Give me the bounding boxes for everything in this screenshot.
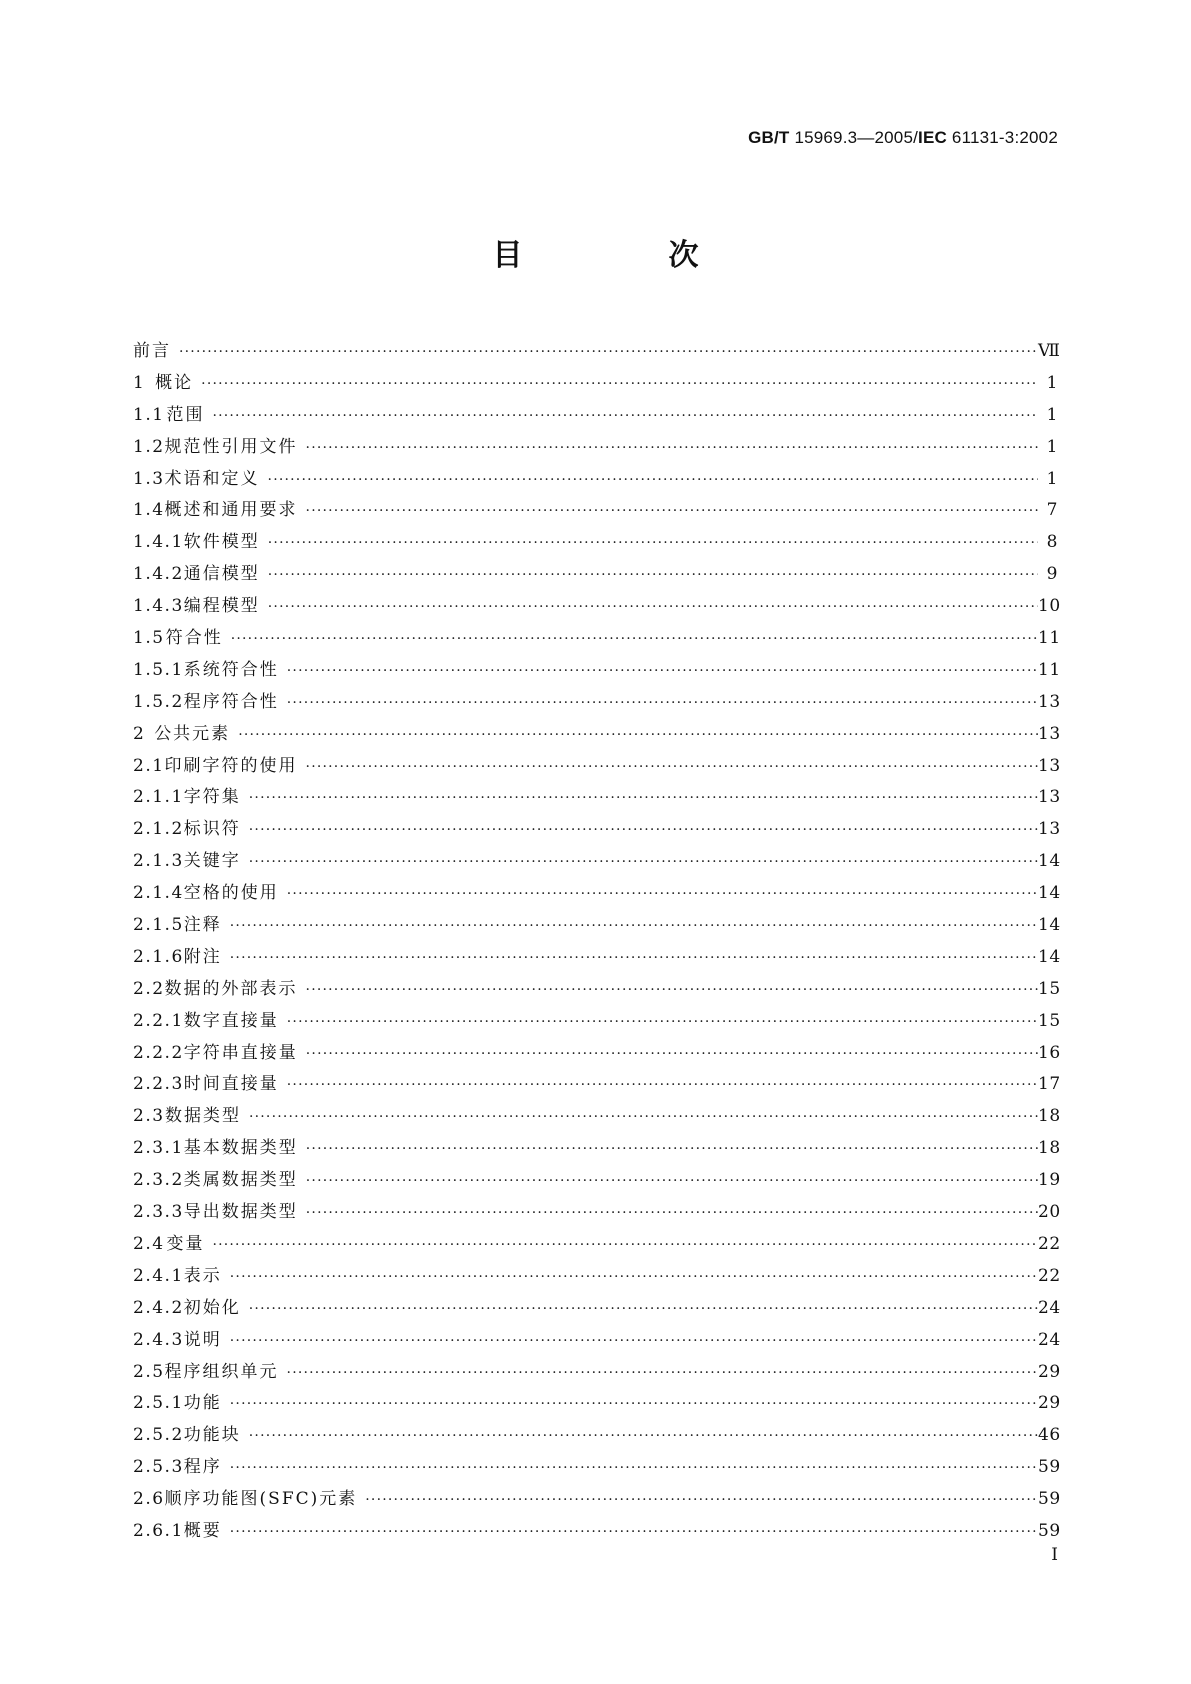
dot-leader bbox=[283, 656, 1038, 688]
toc-entry-page: 15 bbox=[1038, 978, 1061, 999]
toc-entry-page: 59 bbox=[1038, 1520, 1061, 1541]
toc-entry-label: 程序组织单元 bbox=[164, 1361, 279, 1382]
toc-entry-page: 24 bbox=[1038, 1297, 1061, 1318]
toc-entry-number: 2.6.1 bbox=[133, 1520, 184, 1541]
toc-entry[interactable] bbox=[133, 336, 1061, 368]
dot-leader bbox=[302, 1198, 1038, 1230]
dot-leader bbox=[208, 401, 1038, 433]
toc-entry-page: 17 bbox=[1038, 1074, 1061, 1095]
dot-leader bbox=[226, 1389, 1038, 1421]
toc-entry-label: 空格的使用 bbox=[183, 883, 279, 904]
toc-entry-number: 2.2.2 bbox=[133, 1042, 184, 1063]
toc-entry-number: 2.3.2 bbox=[133, 1170, 184, 1191]
toc-entry-page: Ⅶ bbox=[1038, 341, 1061, 361]
toc-entry-number: 1.5.1 bbox=[133, 659, 184, 680]
toc-entry-label: 功能块 bbox=[183, 1425, 241, 1446]
toc-entry-number: 2.2.1 bbox=[133, 1010, 184, 1031]
toc-entry-number: 2.3 bbox=[133, 1106, 165, 1127]
dot-leader bbox=[227, 624, 1038, 656]
dot-leader bbox=[245, 1421, 1038, 1453]
toc-entry-number: 2.1.2 bbox=[133, 819, 184, 840]
dot-leader bbox=[264, 592, 1038, 624]
toc-entry[interactable] bbox=[133, 559, 1058, 591]
toc-entry-label: 初始化 bbox=[183, 1297, 241, 1318]
toc-entry-number: 1.4.1 bbox=[133, 532, 184, 553]
toc-entry-number: 2.5 bbox=[133, 1361, 165, 1382]
toc-entry-label: 编程模型 bbox=[183, 596, 260, 617]
toc-entry[interactable] bbox=[133, 1101, 1061, 1133]
standard-number: 15969.3—2005/ bbox=[794, 128, 919, 147]
iec-prefix: IEC bbox=[918, 128, 947, 147]
toc-entry-page: 14 bbox=[1038, 915, 1061, 936]
dot-leader bbox=[245, 847, 1038, 879]
toc-entry-page: 13 bbox=[1038, 755, 1061, 776]
dot-leader bbox=[302, 1039, 1038, 1071]
toc-entry-page: 11 bbox=[1038, 628, 1061, 649]
toc-entry-page: 13 bbox=[1038, 691, 1061, 712]
dot-leader bbox=[264, 465, 1038, 497]
toc-entry-number: 2.4.3 bbox=[133, 1329, 184, 1350]
dot-leader bbox=[226, 1262, 1038, 1294]
toc-entry-label: 字符串直接量 bbox=[183, 1042, 298, 1063]
toc-entry-number: 2.3.1 bbox=[133, 1138, 184, 1159]
toc-entry-page: 46 bbox=[1038, 1425, 1061, 1446]
toc-entry[interactable] bbox=[133, 878, 1061, 910]
toc-entry[interactable] bbox=[133, 1325, 1061, 1357]
toc-entry[interactable] bbox=[133, 1293, 1061, 1325]
dot-leader bbox=[175, 337, 1038, 369]
toc-entry[interactable] bbox=[133, 400, 1058, 432]
toc-entry-label: 注释 bbox=[183, 915, 222, 936]
toc-entry-label: 概要 bbox=[183, 1520, 222, 1541]
toc-entry-number: 1.1 bbox=[133, 404, 165, 425]
toc-entry-number: 1.4.3 bbox=[133, 596, 184, 617]
dot-leader bbox=[283, 879, 1038, 911]
toc-entry[interactable] bbox=[133, 1261, 1061, 1293]
dot-leader bbox=[264, 528, 1038, 560]
toc-entry-page: 14 bbox=[1038, 851, 1061, 872]
toc-entry-number: 2.2 bbox=[133, 978, 165, 999]
toc-entry-number: 2.1.1 bbox=[133, 787, 184, 808]
dot-leader bbox=[302, 433, 1038, 465]
dot-leader bbox=[361, 1485, 1038, 1517]
toc-entry-number: 1.5 bbox=[133, 628, 165, 649]
toc-entry-label: 术语和定义 bbox=[164, 468, 260, 489]
toc-entry-label: 功能 bbox=[183, 1393, 222, 1414]
dot-leader bbox=[197, 369, 1038, 401]
toc-entry-label: 附注 bbox=[183, 946, 222, 967]
toc-entry[interactable] bbox=[133, 495, 1058, 527]
dot-leader bbox=[302, 975, 1038, 1007]
toc-entry-page: 15 bbox=[1038, 1010, 1061, 1031]
table-of-contents bbox=[133, 336, 1061, 1548]
toc-entry[interactable] bbox=[133, 1006, 1061, 1038]
dot-leader bbox=[302, 752, 1038, 784]
dot-leader bbox=[208, 1230, 1038, 1262]
toc-entry[interactable] bbox=[133, 1484, 1061, 1516]
toc-entry-page: 20 bbox=[1038, 1202, 1061, 1223]
toc-entry-label: 印刷字符的使用 bbox=[164, 755, 298, 776]
toc-entry[interactable] bbox=[133, 623, 1061, 655]
toc-entry[interactable] bbox=[133, 368, 1058, 400]
standard-prefix: GB/T bbox=[748, 128, 790, 147]
toc-entry-number: 2.5.1 bbox=[133, 1393, 184, 1414]
toc-entry-page: 59 bbox=[1038, 1457, 1061, 1478]
toc-entry[interactable] bbox=[133, 464, 1058, 496]
toc-entry-page: 22 bbox=[1038, 1265, 1061, 1286]
toc-entry-number: 2.4 bbox=[133, 1233, 165, 1254]
toc-entry[interactable] bbox=[133, 655, 1061, 687]
toc-entry-number: 1.4.2 bbox=[133, 564, 184, 585]
dot-leader bbox=[245, 1294, 1038, 1326]
toc-entry-label: 软件模型 bbox=[183, 532, 260, 553]
toc-entry[interactable] bbox=[133, 1516, 1061, 1548]
toc-entry[interactable] bbox=[133, 1388, 1061, 1420]
toc-entry[interactable] bbox=[133, 591, 1061, 623]
toc-entry-page: 29 bbox=[1038, 1361, 1061, 1382]
toc-entry-label: 字符集 bbox=[183, 787, 241, 808]
toc-entry[interactable] bbox=[133, 687, 1061, 719]
toc-entry-number: 2.1.5 bbox=[133, 915, 184, 936]
toc-entry[interactable] bbox=[133, 782, 1061, 814]
toc-entry[interactable] bbox=[133, 814, 1061, 846]
toc-entry[interactable] bbox=[133, 432, 1058, 464]
toc-entry-label: 程序 bbox=[183, 1457, 222, 1478]
page-title: 目 次 bbox=[492, 238, 757, 273]
toc-entry-page: 14 bbox=[1038, 883, 1061, 904]
toc-entry-label: 概述和通用要求 bbox=[164, 500, 298, 521]
toc-entry-page: 11 bbox=[1038, 659, 1061, 680]
toc-entry-label: 变量 bbox=[166, 1233, 205, 1254]
toc-entry[interactable] bbox=[133, 1420, 1061, 1452]
toc-entry-number: 1 bbox=[133, 372, 146, 393]
toc-entry-label: 数据类型 bbox=[164, 1106, 241, 1127]
dot-leader bbox=[226, 1517, 1038, 1549]
toc-entry[interactable] bbox=[133, 1197, 1061, 1229]
toc-entry[interactable] bbox=[133, 719, 1061, 751]
dot-leader bbox=[226, 911, 1038, 943]
toc-entry-page: 7 bbox=[1046, 500, 1058, 521]
dot-leader bbox=[226, 1326, 1038, 1358]
toc-entry[interactable] bbox=[133, 1357, 1061, 1389]
toc-entry[interactable] bbox=[133, 1038, 1061, 1070]
toc-entry[interactable] bbox=[133, 751, 1061, 783]
toc-entry-label: 说明 bbox=[183, 1329, 222, 1350]
toc-entry-label: 关键字 bbox=[183, 851, 241, 872]
toc-entry-page: 16 bbox=[1038, 1042, 1061, 1063]
toc-entry-page: 24 bbox=[1038, 1329, 1061, 1350]
toc-entry-page: 9 bbox=[1046, 564, 1058, 585]
toc-entry-number: 2.1.3 bbox=[133, 851, 184, 872]
toc-entry[interactable] bbox=[133, 1133, 1061, 1165]
toc-entry-page: 14 bbox=[1038, 946, 1061, 967]
toc-entry-page: 59 bbox=[1038, 1489, 1061, 1510]
toc-entry-label: 概论 bbox=[155, 372, 194, 393]
toc-entry-number: 2.5.2 bbox=[133, 1425, 184, 1446]
toc-entry-page: 8 bbox=[1046, 532, 1058, 553]
toc-entry-label: 前言 bbox=[133, 341, 171, 361]
toc-entry-number: 2.1.6 bbox=[133, 946, 184, 967]
toc-entry[interactable] bbox=[133, 527, 1058, 559]
toc-entry-number: 1.5.2 bbox=[133, 691, 184, 712]
toc-entry-page: 1 bbox=[1046, 436, 1058, 457]
standard-code bbox=[748, 128, 1058, 148]
toc-entry-number: 2.1 bbox=[133, 755, 165, 776]
toc-entry-page: 22 bbox=[1038, 1233, 1061, 1254]
toc-entry[interactable] bbox=[133, 1165, 1061, 1197]
toc-entry-label: 数据的外部表示 bbox=[164, 978, 298, 999]
toc-entry-page: 1 bbox=[1046, 372, 1058, 393]
dot-leader bbox=[302, 1166, 1038, 1198]
toc-entry-page: 1 bbox=[1046, 404, 1058, 425]
toc-entry[interactable] bbox=[133, 1229, 1061, 1261]
page-folio: I bbox=[1051, 1545, 1058, 1565]
dot-leader bbox=[283, 1007, 1038, 1039]
toc-entry-number: 1.4 bbox=[133, 500, 165, 521]
toc-entry[interactable] bbox=[133, 974, 1061, 1006]
toc-entry-number: 2.4.1 bbox=[133, 1265, 184, 1286]
toc-entry-label: 时间直接量 bbox=[183, 1074, 279, 1095]
toc-entry-label: 符合性 bbox=[165, 628, 223, 649]
toc-entry-label: 表示 bbox=[183, 1265, 222, 1286]
toc-entry-label: 导出数据类型 bbox=[183, 1202, 298, 1223]
toc-entry-label: 类属数据类型 bbox=[183, 1170, 298, 1191]
toc-entry[interactable] bbox=[133, 942, 1061, 974]
toc-entry-number: 1.2 bbox=[133, 436, 165, 457]
toc-entry-number: 2 bbox=[133, 723, 146, 744]
toc-entry-label: 系统符合性 bbox=[183, 659, 279, 680]
toc-entry-page: 19 bbox=[1038, 1170, 1061, 1191]
toc-entry-page: 10 bbox=[1038, 596, 1061, 617]
toc-entry[interactable] bbox=[133, 1069, 1061, 1101]
dot-leader bbox=[226, 1453, 1038, 1485]
toc-entry[interactable] bbox=[133, 846, 1061, 878]
toc-entry-page: 18 bbox=[1038, 1138, 1061, 1159]
toc-entry[interactable] bbox=[133, 910, 1061, 942]
toc-entry-page: 18 bbox=[1038, 1106, 1061, 1127]
dot-leader bbox=[283, 1070, 1038, 1102]
dot-leader bbox=[283, 1358, 1038, 1390]
toc-entry[interactable] bbox=[133, 1452, 1061, 1484]
toc-entry-page: 13 bbox=[1038, 819, 1061, 840]
toc-entry-label: 标识符 bbox=[183, 819, 241, 840]
dot-leader bbox=[264, 560, 1038, 592]
toc-entry-label: 数字直接量 bbox=[183, 1010, 279, 1031]
toc-entry-label: 顺序功能图(SFC)元素 bbox=[164, 1489, 358, 1510]
toc-entry-label: 通信模型 bbox=[183, 564, 260, 585]
toc-entry-label: 基本数据类型 bbox=[183, 1138, 298, 1159]
dot-leader bbox=[245, 1102, 1038, 1134]
toc-entry-number: 2.5.3 bbox=[133, 1457, 184, 1478]
toc-entry-number: 2.1.4 bbox=[133, 883, 184, 904]
dot-leader bbox=[234, 720, 1038, 752]
dot-leader bbox=[302, 496, 1038, 528]
iec-number: 61131-3:2002 bbox=[951, 128, 1058, 147]
dot-leader bbox=[245, 783, 1038, 815]
toc-entry-number: 2.4.2 bbox=[133, 1297, 184, 1318]
toc-entry-number: 2.2.3 bbox=[133, 1074, 184, 1095]
toc-entry-number: 1.3 bbox=[133, 468, 165, 489]
toc-entry-page: 13 bbox=[1038, 723, 1061, 744]
toc-entry-page: 29 bbox=[1038, 1393, 1061, 1414]
dot-leader bbox=[245, 815, 1038, 847]
dot-leader bbox=[226, 943, 1038, 975]
dot-leader bbox=[302, 1134, 1038, 1166]
toc-entry-page: 13 bbox=[1038, 787, 1061, 808]
toc-entry-page: 1 bbox=[1046, 468, 1058, 489]
toc-entry-label: 公共元素 bbox=[154, 723, 231, 744]
dot-leader bbox=[283, 688, 1038, 720]
toc-entry-label: 程序符合性 bbox=[183, 691, 279, 712]
toc-entry-number: 2.3.3 bbox=[133, 1202, 184, 1223]
toc-entry-number: 2.6 bbox=[133, 1489, 165, 1510]
toc-entry-label: 规范性引用文件 bbox=[164, 436, 298, 457]
toc-entry-label: 范围 bbox=[166, 404, 205, 425]
